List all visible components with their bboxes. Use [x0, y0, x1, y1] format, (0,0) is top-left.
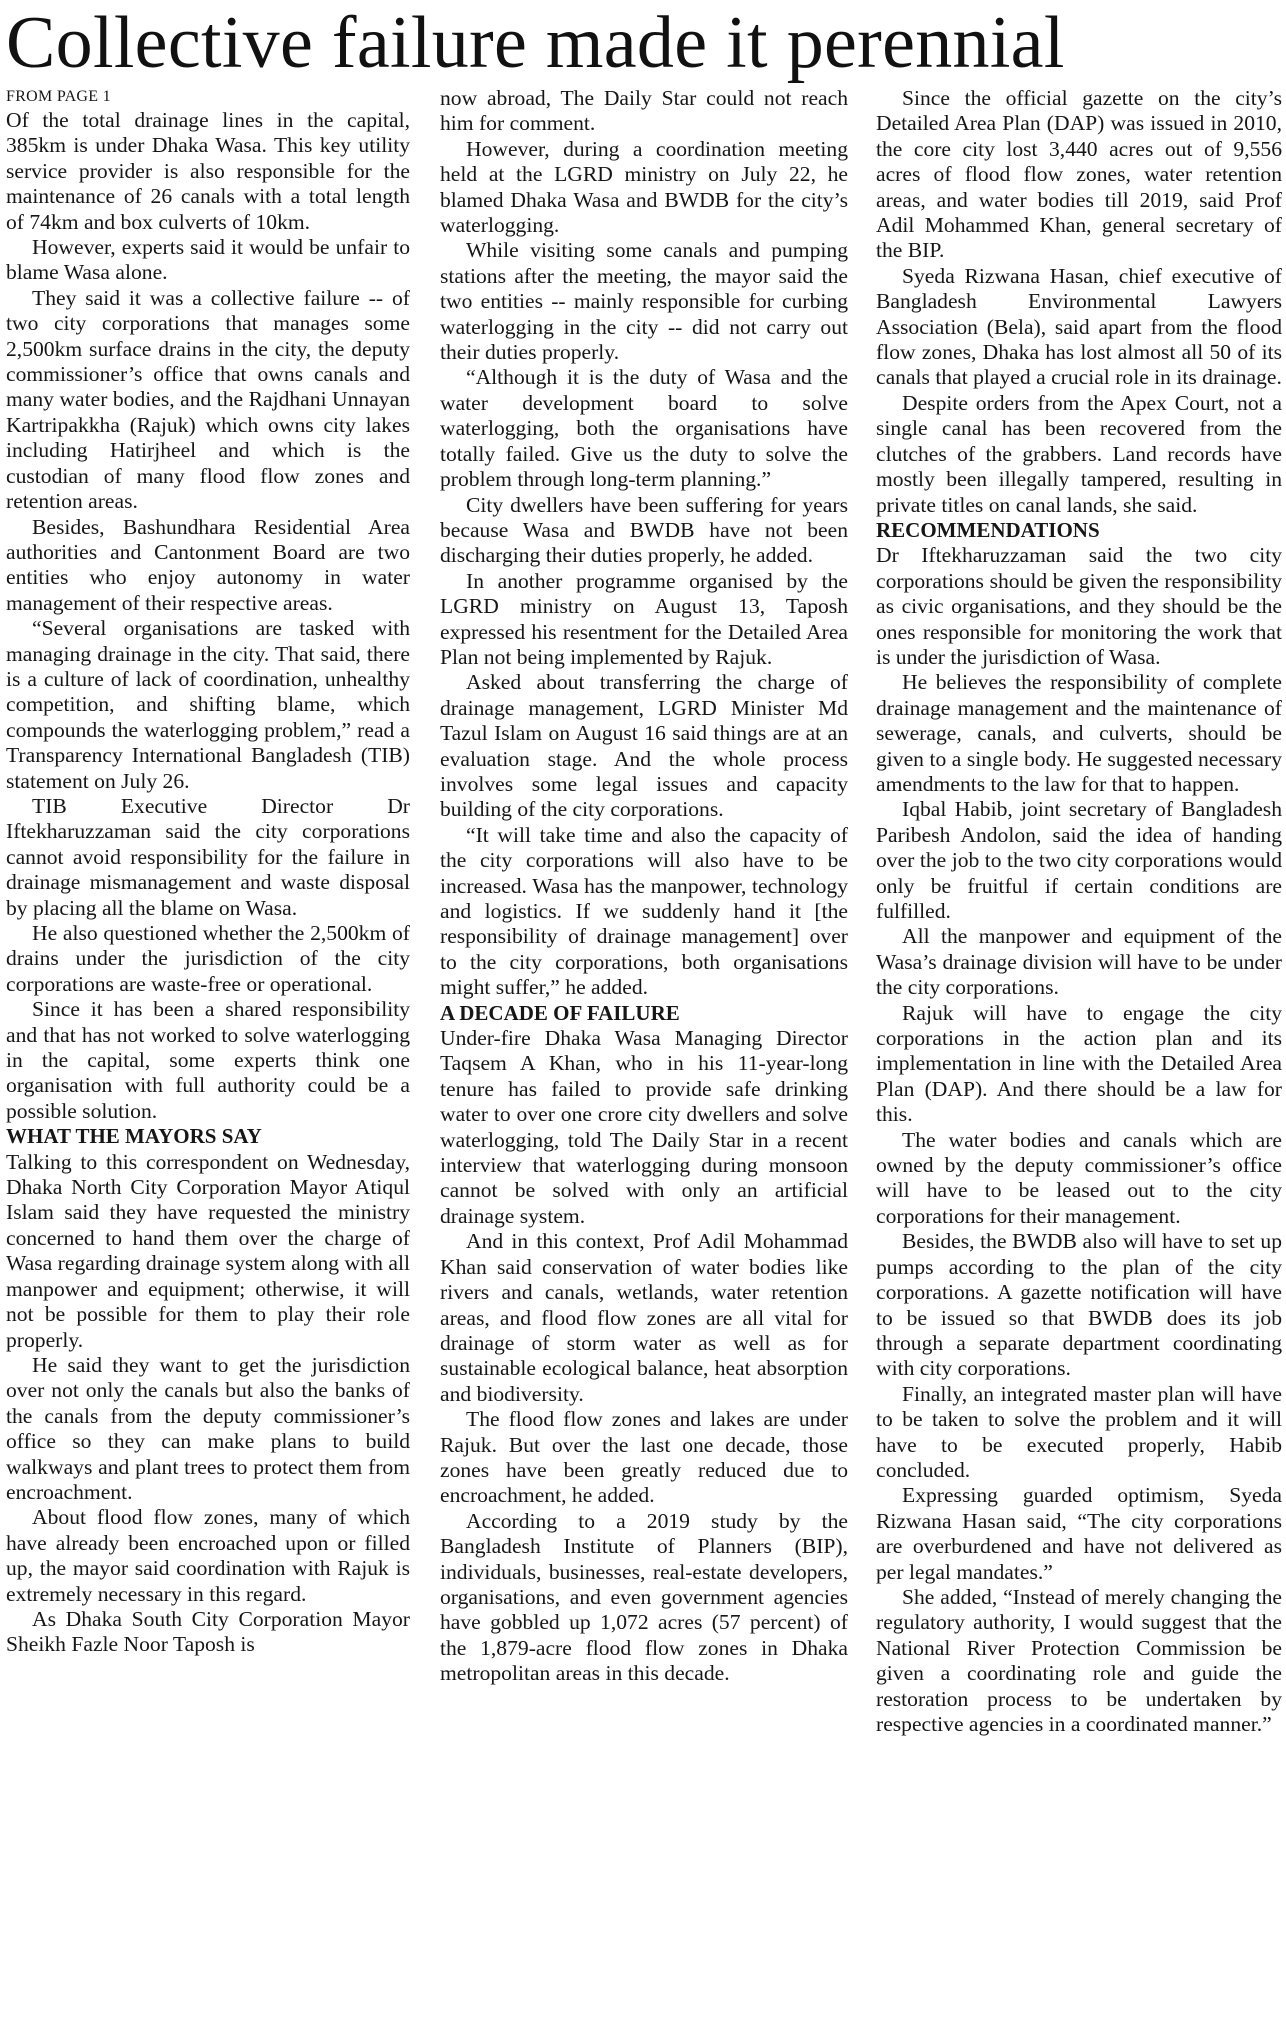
paragraph: She added, “Instead of merely changing the regulatory authority, I would suggest that the National River Protection Commission be given a coordinating role and guide the restoration process to be undertaken by respective agencies in a coordinated manner.” [876, 1584, 1282, 1736]
paragraph: He said they want to get the jurisdiction over not only the canals but also the banks of the canals from the deputy commissioner’s office so they can make plans to build walkways and plant trees to protect them from encroachment. [6, 1352, 410, 1504]
paragraph: Despite orders from the Apex Court, not a single canal has been recovered from the clutches of the grabbers. Land records have mostly been illegally tampered, resulting in private titles on canal lands, she said. [876, 390, 1282, 517]
paragraph: And in this context, Prof Adil Mohammad Khan said conservation of water bodies like rivers and canals, wetlands, water retention areas, and flood flow zones are all vital for drainage of storm water as well as for sustainable ecological balance, heat absorption and biodiversity. [440, 1229, 848, 1406]
paragraph: City dwellers have been suffering for years because Wasa and BWDB have not been discharging their duties properly, he added. [440, 492, 848, 568]
paragraph: Besides, Bashundhara Residential Area authorities and Cantonment Board are two entities who enjoy autonomy in water management of their respective areas. [6, 514, 410, 615]
paragraph: The flood flow zones and lakes are under Rajuk. But over the last one decade, those zones have been greatly reduced due to encroachment, he added. [440, 1407, 848, 1508]
paragraph: He also questioned whether the 2,500km of drains under the jurisdiction of the city corporations are waste-free or operational. [6, 921, 410, 996]
jump-line: FROM PAGE 1 [6, 88, 111, 105]
paragraph: However, during a coordination meeting held at the LGRD ministry on July 22, he blamed Dhaka Wasa and BWDB for the city’s waterlogging. [440, 136, 848, 238]
paragraph: Of the total drainage lines in the capital, 385km is under Dhaka Wasa. This key utility service provider is also responsible for the maintenance of 26 canals with a total length of 74km and box culverts of 10km. [6, 108, 410, 234]
paragraph: All the manpower and equipment of the Wasa’s drainage division will have to be under the city corporations. [876, 924, 1282, 1000]
paragraph: “Although it is the duty of Wasa and the water development board to solve waterlogging, both the organisations have totally failed. Give us the duty to solve the problem through long-term planning.” [440, 365, 848, 492]
paragraph: Since it has been a shared responsibility and that has not worked to solve waterlogging in the capital, some experts think one organisation with full authority could be a possible solution. [6, 997, 410, 1123]
paragraph: Syeda Rizwana Hasan, chief executive of Bangladesh Environmental Lawyers Association (Bela), said apart from the flood flow zones, Dhaka has lost almost all 50 of its canals that played a crucial role in its drainage. [876, 263, 1282, 390]
paragraph: He believes the responsibility of complete drainage management and the maintenance of sewerage, canals, and culverts, should be given to a single body. He suggested necessary amendments to the law for that to happen. [876, 670, 1282, 796]
paragraph: In another programme organised by the LGRD ministry on August 13, Taposh expressed his resentment for the Detailed Area Plan not being implemented by Rajuk. [440, 568, 848, 669]
paragraph: now abroad, The Daily Star could not reach him for comment. [440, 86, 848, 136]
paragraph: As Dhaka South City Corporation Mayor Sheikh Fazle Noor Taposh is [6, 1606, 410, 1657]
section-subhead: RECOMMENDATIONS [876, 517, 1100, 542]
paragraph: “It will take time and also the capacity of the city corporations will also have to be increased. Wasa has the manpower, technology and logistics. If we suddenly hand it [the responsibility of drainage management] over to the city corporations, both organisations might suffer,” he added. [440, 822, 848, 1000]
section-subhead: A DECADE OF FAILURE [440, 1000, 680, 1025]
headline: Collective failure made it perennial [6, 2, 1065, 84]
paragraph: Under-fire Dhaka Wasa Managing Director Taqsem A Khan, who in his 11-year-long tenure has failed to provide safe drinking water to over one crore city dwellers and solve waterlogging, told The Daily Star in a recent interview that waterlogging during monsoon cannot be solved with only an artificial drainage system. [440, 1026, 848, 1228]
paragraph: “Several organisations are tasked with managing drainage in the city. That said, there is a culture of lack of coordination, unhealthy competition, and shifting blame, which compounds the waterlogging problem,” read a Transparency International Bangladesh (TIB) statement on July 26. [6, 616, 410, 793]
article-column-2 [440, 86, 848, 2016]
paragraph: According to a 2019 study by the Bangladesh Institute of Planners (BIP), individuals, businesses, real-estate developers, organisations, and even government agencies have gobbled up 1,072 acres (57 percent) of the 1,879-acre flood flow zones in Dhaka metropolitan areas in this decade. [440, 1508, 848, 1686]
section-subhead: WHAT THE MAYORS SAY [6, 1124, 262, 1149]
paragraph: Finally, an integrated master plan will have to be taken to solve the problem and it will have to be executed properly, Habib concluded. [876, 1381, 1282, 1482]
paragraph: Iqbal Habib, joint secretary of Bangladesh Paribesh Andolon, said the idea of handing over the job to the two city corporations would only be fruitful if certain conditions are fulfilled. [876, 797, 1282, 923]
paragraph: Talking to this correspondent on Wednesday, Dhaka North City Corporation Mayor Atiqul Islam said they have requested the ministry concerned to hand them over the charge of Wasa regarding drainage system along with all manpower and equipment; otherwise, it will not be possible for them to play their role properly. [6, 1149, 410, 1352]
paragraph: The water bodies and canals which are owned by the deputy commissioner’s office will have to be leased out to the city corporations for their management. [876, 1127, 1282, 1228]
paragraph: Rajuk will have to engage the city corporations in the action plan and its implementation in line with the Detailed Area Plan (DAP). And there should be a law for this. [876, 1000, 1282, 1127]
paragraph: However, experts said it would be unfair to blame Wasa alone. [6, 235, 410, 285]
paragraph: They said it was a collective failure -- of two city corporations that manages some 2,500km surface drains in the city, the deputy commissioner’s office that owns canals and many water bodies, and the Rajdhani Unnayan Kartripakkha (Rajuk) which owns city lakes including Hatirjheel and which is the custodian of many flood flow zones and retention areas. [6, 285, 410, 514]
paragraph: TIB Executive Director Dr Iftekharuzzaman said the city corporations cannot avoid responsibility for the failure in drainage mismanagement and waste disposal by placing all the blame on Wasa. [6, 793, 410, 920]
paragraph: While visiting some canals and pumping stations after the meeting, the mayor said the two entities -- mainly responsible for curbing waterlogging in the city -- did not carry out their duties properly. [440, 238, 848, 365]
paragraph: Since the official gazette on the city’s Detailed Area Plan (DAP) was issued in 2010, the core city lost 3,440 acres out of 9,556 acres of flood flow zones, water retention areas, and water bodies till 2019, said Prof Adil Mohammed Khan, general secretary of the BIP. [876, 86, 1282, 263]
paragraph: Asked about transferring the charge of drainage management, LGRD Minister Md Tazul Islam on August 16 said things are at an evaluation stage. And the whole process involves some legal issues and capacity building of the city corporations. [440, 670, 848, 822]
article-column-3 [876, 86, 1282, 2016]
paragraph: Besides, the BWDB also will have to set up pumps according to the plan of the city corporations. A gazette notification will have to be issued so that BWDB does its job through a separate department coordinating with city corporations. [876, 1229, 1282, 1381]
paragraph: About flood flow zones, many of which have already been encroached upon or filled up, the mayor said coordination with Rajuk is extremely necessary in this regard. [6, 1505, 410, 1606]
paragraph: Expressing guarded optimism, Syeda Rizwana Hasan said, “The city corporations are overburdened and have not delivered as per legal mandates.” [876, 1483, 1282, 1584]
article-column-1 [6, 86, 410, 2016]
paragraph: Dr Iftekharuzzaman said the two city corporations should be given the responsibility as civic organisations, and they should be the ones responsible for monitoring the work that is under the jurisdiction of Wasa. [876, 543, 1282, 669]
